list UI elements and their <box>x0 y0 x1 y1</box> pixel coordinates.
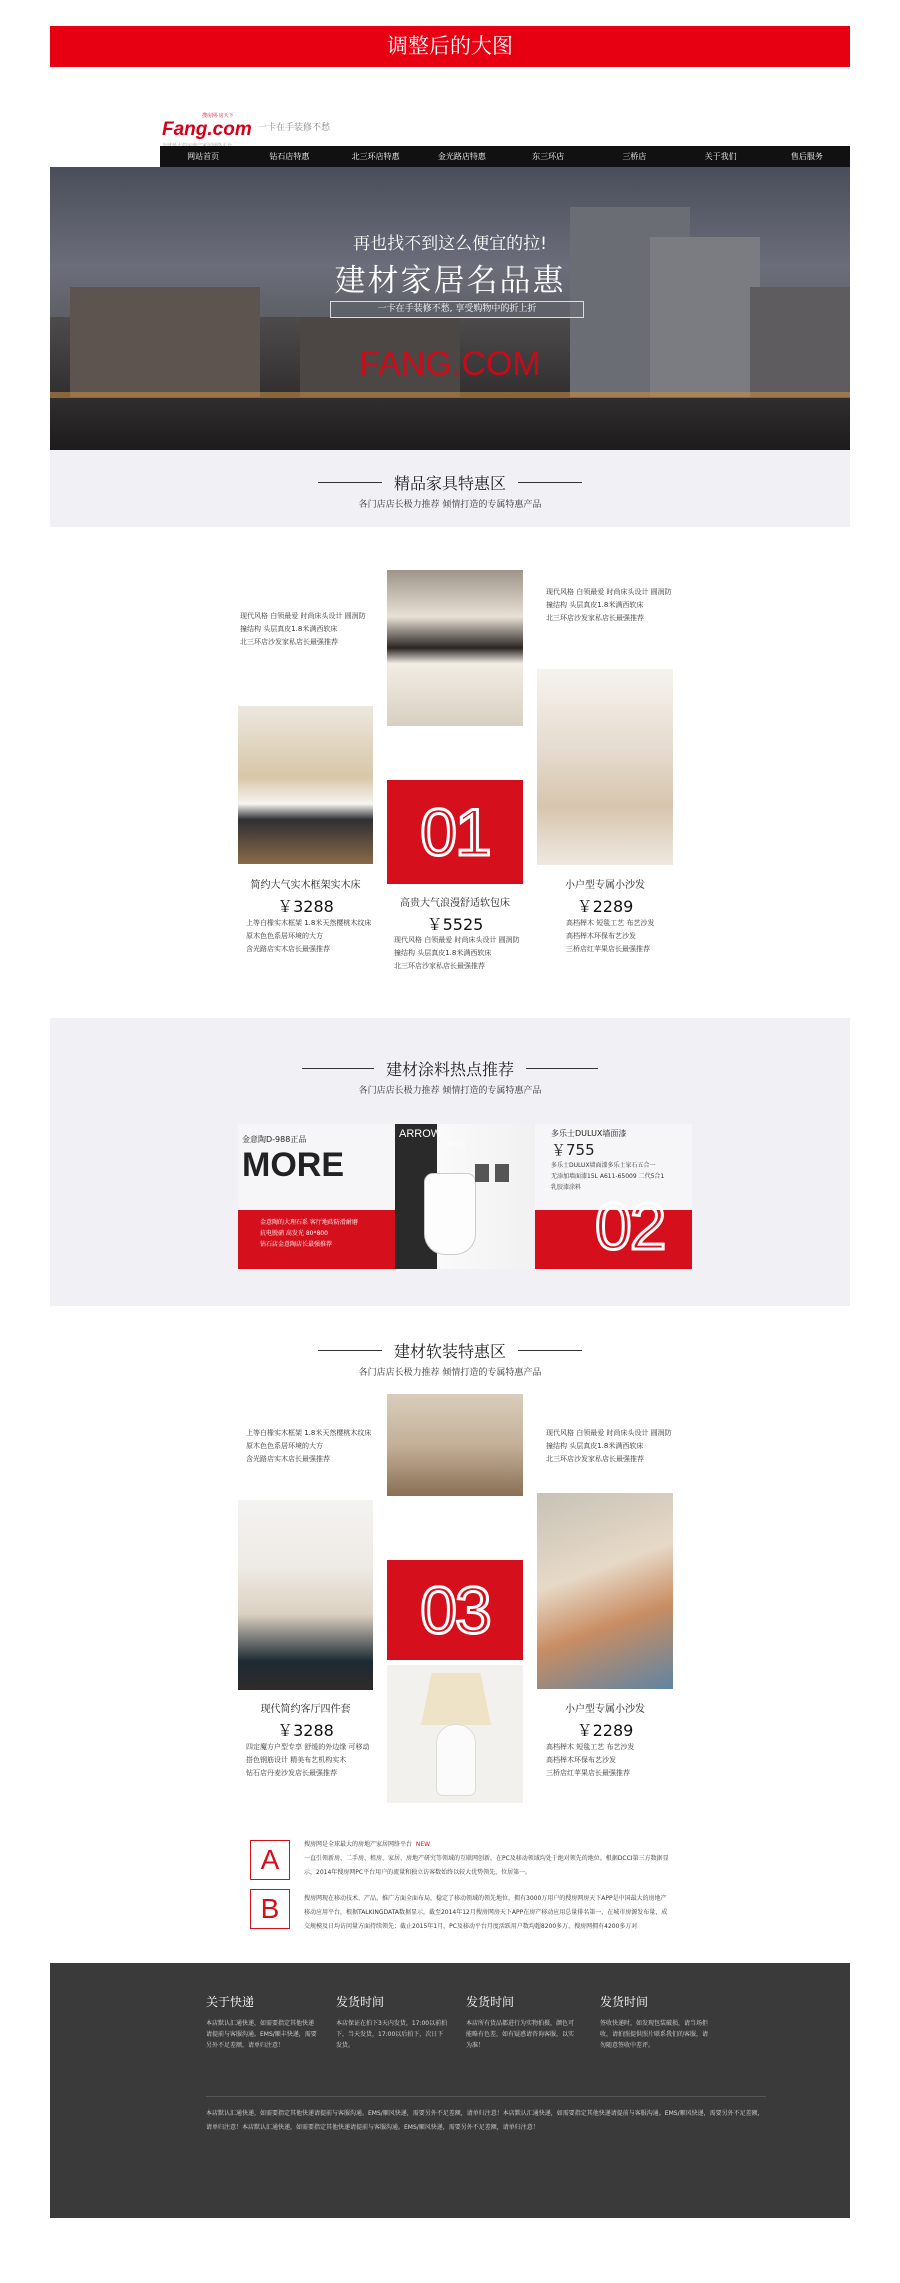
sec2-right-desc: 多乐士DULUX墙面漆多乐士家石五合一 无添加墙面漆15L A611-65009 二代5合1 乳胶漆涂料 <box>551 1162 665 1191</box>
art-photo[interactable] <box>537 1493 673 1689</box>
nav-item-home[interactable]: 网站首页 <box>187 152 220 161</box>
sec1-item2-price: ￥5525 <box>426 915 484 934</box>
sec1-item2-desc: 现代风格 白领最爱 时尚床头设计 圆润防 撞结构 头层真皮1.8米满西软床 北三环店沙家私店长最强推荐 <box>394 936 520 970</box>
bed-photo-2[interactable] <box>387 570 523 726</box>
sec2-subtitle: 各门店店长极力推荐 倾情打造的专属特惠产品 <box>358 1086 542 1096</box>
toilet-photo[interactable] <box>395 1124 535 1269</box>
sec1-right-desc: 现代风格 白领最爱 时尚床头设计 圆润防 撞结构 头层真皮1.8米满西软床 北三环店沙发家私店长最强推荐 <box>546 588 672 622</box>
tv-room-photo[interactable] <box>387 1394 523 1496</box>
info-a-title: 搜房网是全球最大的房地产家居网络平台 <box>304 1841 413 1848</box>
sec1-number-box <box>387 780 523 884</box>
sec2-right-card[interactable] <box>535 1124 692 1269</box>
sec2-title: 建材涂料热点推荐 <box>385 1060 514 1079</box>
sec1-number: 01 <box>420 795 490 869</box>
footer-col-1: 关于快递 本店默认汇通快递，如需要指定其他快递请提前与客服沟通。EMS/顺丰快递，需要另外不足差额，请单归注意！ <box>206 1995 317 2049</box>
nav-item-north3[interactable]: 北三环店特惠 <box>351 152 400 161</box>
sec3-number: 03 <box>420 1573 490 1647</box>
footer-col-4: 发货时间 签收快递时，如发现包装破损，请当场拒收，请拍照提供照片联系我们的客服，请勿随意签收中差评。 <box>600 1995 709 2049</box>
sec2-left-card[interactable] <box>238 1124 395 1269</box>
sec2-center-sub: 箭牌卫浴 <box>445 1142 466 1148</box>
lamp-photo[interactable] <box>387 1665 523 1803</box>
sec2-header <box>50 1057 850 1096</box>
sec3-number-box <box>387 1560 523 1660</box>
nav-item-sanqiao[interactable]: 三桥店 <box>622 152 647 161</box>
footer-col-2: 发货时间 本店保证在拍下3天内发货，17:00以前拍下，当天发货，17:00以后拍下，次日下发货。 <box>336 1995 448 2049</box>
logo-tag: 搜房网·房天下 <box>202 113 234 119</box>
sec1-item3-name: 小户型专属小沙发 <box>565 880 645 891</box>
main-nav <box>160 146 850 167</box>
page-banner: 调整后的大图 <box>50 26 850 67</box>
hero-watermark: FANG.COM <box>359 345 541 383</box>
sec3-item1-price: ￥3288 <box>277 1721 334 1740</box>
sec1-header <box>50 471 850 510</box>
sec2-center-brand: ARROW <box>399 1128 442 1140</box>
sec2-left-name: 金意陶D-988正品 <box>242 1135 307 1144</box>
header-slogan: 一卡在手装修不愁 <box>258 123 331 133</box>
sec3-item1-desc: 四定魔方户型专享 舒缓的外边缘 可移动 搭色钢筋设计 精美布艺机构实木 钻石店丹麦沙发店长最强推荐 <box>246 1743 370 1777</box>
sec1-item3-price: ￥2289 <box>576 897 634 916</box>
sec3-subtitle: 各门店店长极力推荐 倾情打造的专属特惠产品 <box>358 1368 542 1378</box>
info-a-new: NEW <box>415 1841 431 1848</box>
info-a-icon: A <box>250 1840 290 1880</box>
sec2-left-brand: MORE <box>242 1146 344 1184</box>
footer-col-3: 发货时间 本店所有货品都进行为实物拍摄，颜色可能略有色差，如有疑惑请咨询客服，以实为准！ <box>466 1995 575 2049</box>
sec1-item3-desc: 高档榉木 短毯工艺 布艺沙发 高档榉木环保布艺沙发 三桥店红苹果店长最强推荐 <box>566 919 655 953</box>
sec3-item2-desc: 高档榉木 短毯工艺 布艺沙发 高档榉木环保布艺沙发 三桥店红苹果店长最强推荐 <box>546 1743 635 1777</box>
sec1-item1-price: ￥3288 <box>277 897 334 916</box>
sec3-title: 建材软装特惠区 <box>393 1342 506 1361</box>
sec1-item1-desc: 上等白橡实木框架 1.8米天然樱桃木纹床 原木色色系居环境的大方 含光路店实木店长最强推荐 <box>246 919 372 953</box>
sec2-right-price: ￥755 <box>551 1141 595 1159</box>
footer <box>50 1963 850 2218</box>
hero-banner <box>50 167 850 450</box>
sec1-item2-name: 高贵大气浪漫舒适软包床 <box>400 898 510 909</box>
nav-item-service[interactable]: 售后服务 <box>790 152 823 161</box>
hero-line3: 一卡在手装修不愁, 享受购物中的折上折 <box>330 301 584 318</box>
sec2-number: 02 <box>595 1189 665 1263</box>
info-a <box>304 1838 670 1880</box>
nav-item-east3[interactable]: 东三环店 <box>532 152 565 161</box>
logo-brand: Fang.com <box>162 119 252 140</box>
bed-photo-1[interactable] <box>238 706 373 864</box>
nav-item-jinguang[interactable]: 金光路店特惠 <box>437 152 486 161</box>
nav-item-diamond[interactable]: 钻石店特惠 <box>269 152 310 161</box>
info-b-body: 搜房网现在移动技术、产品、推广方面全面布局，稳定了移动领域的领先地位，拥有3000万用户的搜房网房天下APP是中国最大的房地产移动应用平台，根据TALKINGDATA数据显示，截至2014年12月搜房网房天下APP在房产移动应用总量排名第一，在城市房源发布量、成交规模及日均访问量方面持续领先；截止2015年1月，PC及移动平台月度活跃用户数均超8200多万，搜房网拥有4200多万对 <box>304 1895 668 1930</box>
sec1-subtitle: 各门店店长极力推荐 倾情打造的专属特惠产品 <box>358 500 542 510</box>
sec3-item1-name: 现代简约客厅四件套 <box>260 1704 351 1715</box>
sofa-set-photo[interactable] <box>238 1500 373 1690</box>
info-a-body: 一直引领新房、二手房、租房、家居、房地产研究等领域的互联网创新，在PC及移动领域均处于绝对领先的地位。根据DCCI第三方数据显示，2014年搜房网PC平台用户的流量和独立访客数始终以较大优势领先，位居第一。 <box>304 1855 669 1876</box>
sofa-photo-1[interactable] <box>537 669 673 865</box>
sec1-left-desc: 现代风格 白领最爱 时尚床头设计 圆润防 撞结构 头层真皮1.8米满西软床 北三环店沙发家私店长最强推荐 <box>240 612 366 646</box>
nav-item-about[interactable]: 关于我们 <box>704 152 737 161</box>
sec3-right-desc: 现代风格 白领最爱 时尚床头设计 圆润防 撞结构 头层真皮1.8米满西软床 北三环店沙发家私店长最强推荐 <box>546 1429 672 1463</box>
info-b-icon: B <box>250 1889 290 1929</box>
sec2-left-desc: 金意陶的大理石系 客厅地砖防滑耐磨 抗电脱硝 高发光 80*800 钻石店金意陶店长最强推荐 <box>260 1219 358 1248</box>
sec2-right-name: 多乐士DULUX墙面漆 <box>551 1129 627 1138</box>
footer-note: 本店默认汇通快递，如需要指定其他快递请提前与客服沟通。EMS/顺风快递，需要另外不足差额，请单归注意！本店默认汇通快递，如需要指定其他快递请提前与客服沟通。EMS/顺风快递，需要另外不足差额，请单归注意！本店默认汇通快递，如需要指定其他快递请提前与客服沟通。EMS/顺风快递，需要另外不足差额，请单归注意！ <box>206 2096 766 2135</box>
sec3-header <box>50 1339 850 1378</box>
hero-line1: 再也找不到这么便宜的拉! <box>353 234 547 254</box>
sec1-item1-name: 简约大气实木框架实木床 <box>250 880 361 891</box>
sec1-title: 精品家具特惠区 <box>393 474 506 493</box>
sec3-item2-price: ￥2289 <box>576 1721 634 1740</box>
sec3-left-desc: 上等白橡实木框架 1.8米天然樱桃木纹床 原木色色系居环境的大方 含光路店实木店长最强推荐 <box>246 1429 372 1463</box>
site-logo[interactable] <box>162 112 252 149</box>
sec3-item2-name: 小户型专属小沙发 <box>565 1704 645 1715</box>
hero-line2: 建材家居名品惠 <box>334 263 566 299</box>
